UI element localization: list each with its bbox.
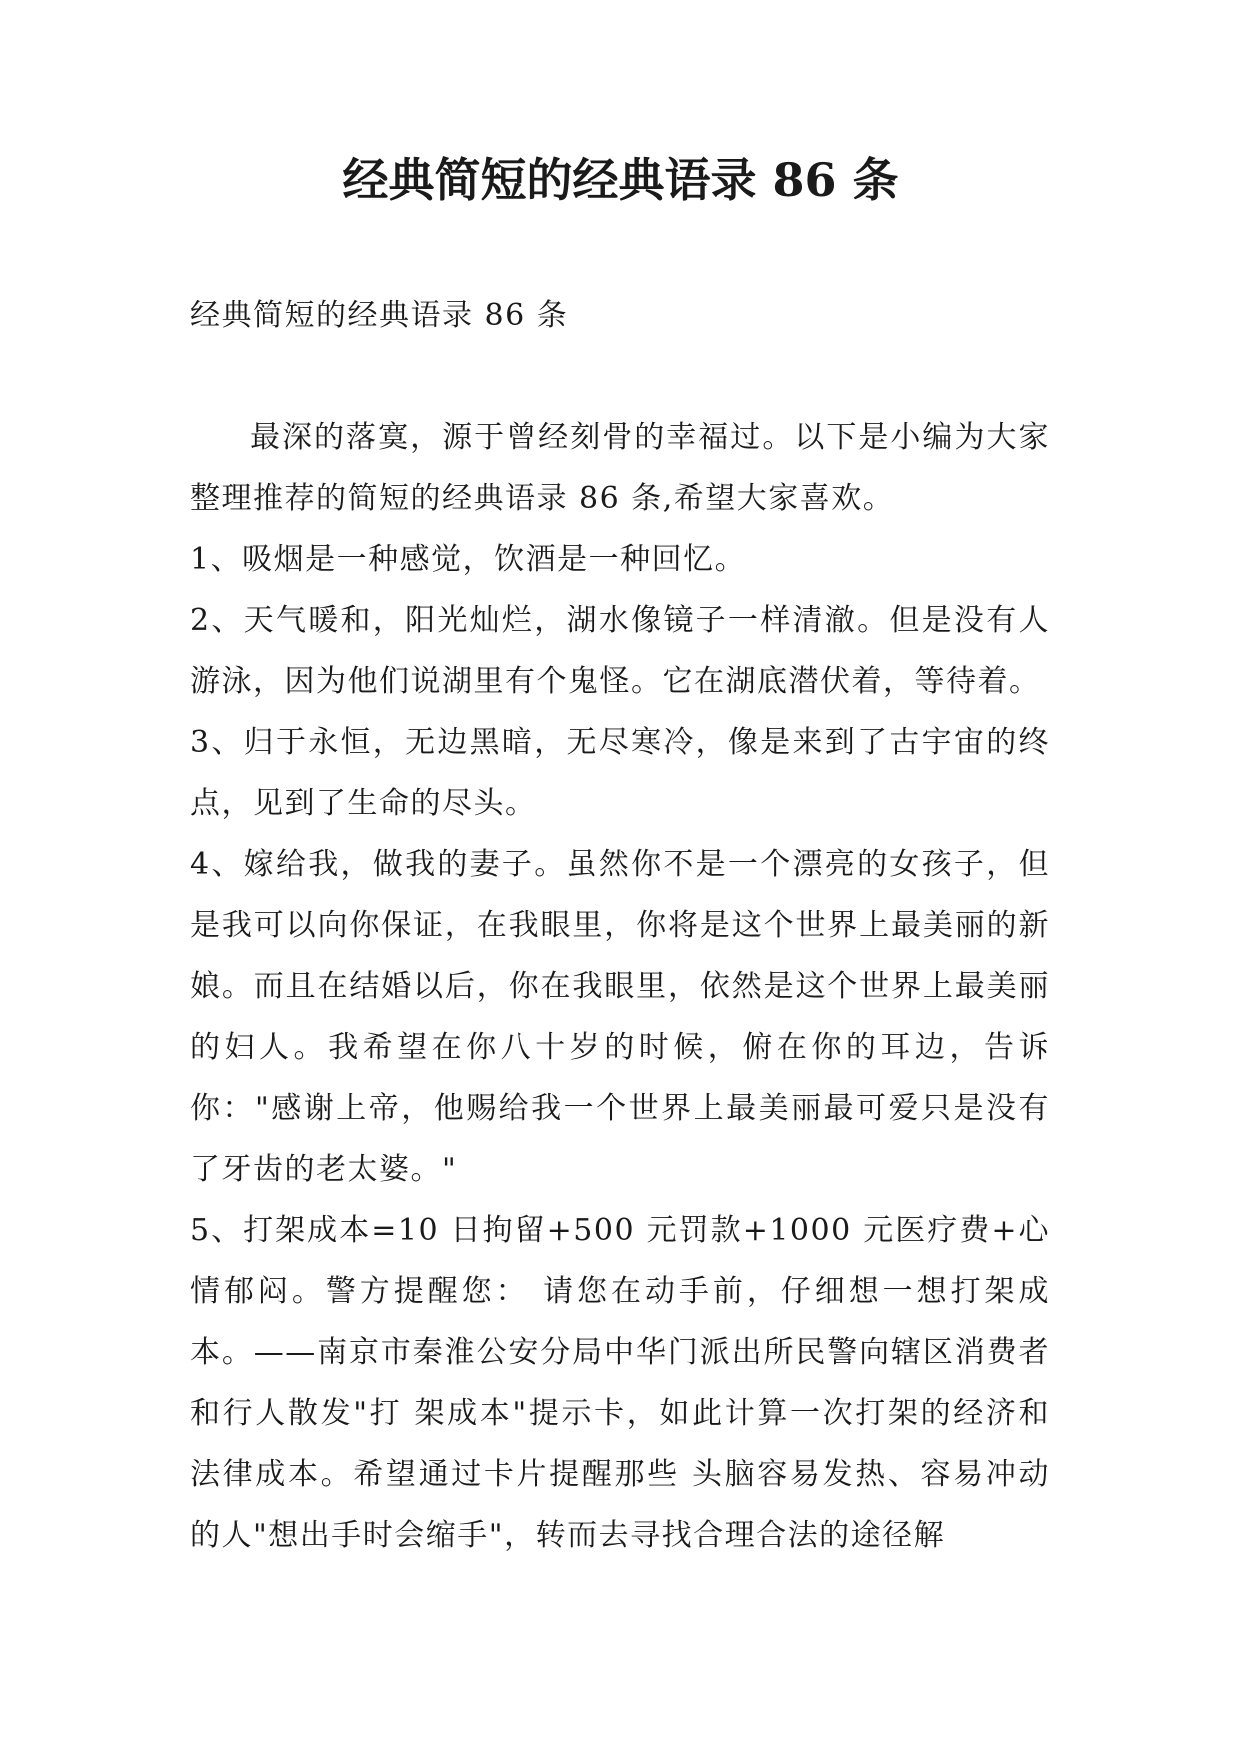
quote-item-2: 2、天气暖和，阳光灿烂，湖水像镜子一样清澈。但是没有人游泳，因为他们说湖里有个鬼怪。它在湖底潜伏着，等待着。 bbox=[190, 603, 1050, 699]
document-title: 经典简短的经典语录 86 条 bbox=[342, 153, 899, 207]
document-subtitle: 经典简短的经典语录 86 条 bbox=[190, 298, 569, 333]
quote-item-1: 1、吸烟是一种感觉，饮酒是一种回忆。 bbox=[190, 542, 747, 577]
quote-item-4: 4、嫁给我，做我的妻子。虽然你不是一个漂亮的女孩子，但是我可以向你保证，在我眼里，你将是这个世界上最美丽的新娘。而且在结婚以后，你在我眼里，依然是这个世界上最美丽的妇人。我希望在你八十岁的时候，俯在你的耳边，告诉你："感谢上帝，他赐给我一个世界上最美丽最可爱只是没有了牙齿的老太婆。" bbox=[190, 847, 1050, 1187]
document-body bbox=[190, 285, 1050, 1566]
quote-item-3: 3、归于永恒，无边黑暗，无尽寒冷，像是来到了古宇宙的终点，见到了生命的尽头。 bbox=[190, 725, 1050, 821]
intro-paragraph: 最深的落寞，源于曾经刻骨的幸福过。以下是小编为大家整理推荐的简短的经典语录 86 条,希望大家喜欢。 bbox=[190, 420, 1050, 516]
quote-item-5: 5、打架成本=10 日拘留+500 元罚款+1000 元医疗费+心情郁闷。警方提醒您： 请您在动手前，仔细想一想打架成本。——南京市秦淮公安分局中华门派出所民警向辖区消费者和行人散发"打 架成本"提示卡，如此计算一次打架的经济和法律成本。希望通过卡片提醒那些 头脑容易发热、容易冲动的人"想出手时会缩手"，转而去寻找合理合法的途径解 bbox=[190, 1213, 1050, 1553]
